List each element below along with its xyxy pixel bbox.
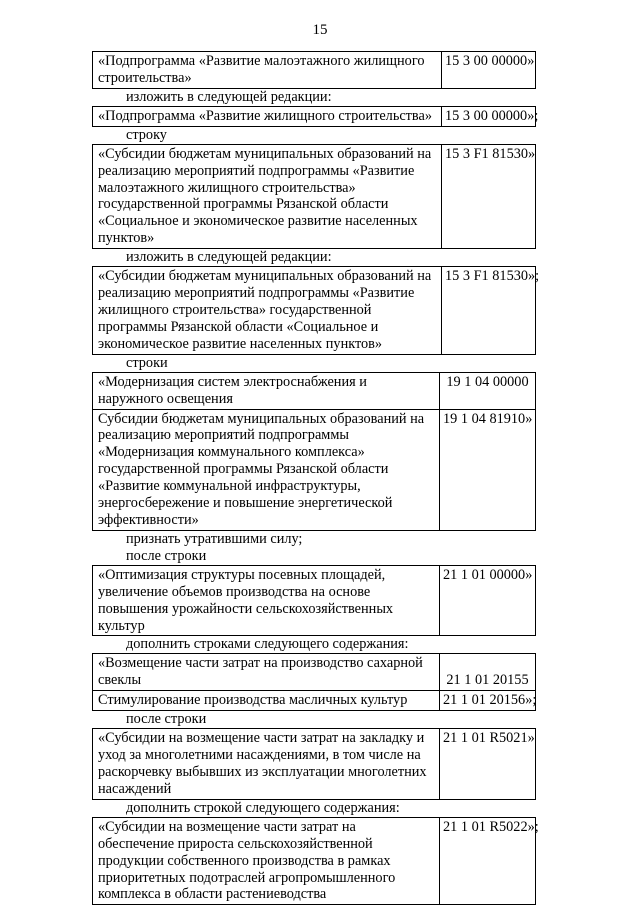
table-row bbox=[93, 691, 536, 711]
item-name-cell: «Субсидии на возмещение части затрат на закладку и уход за многолетними насаждениями, в том числе на раскорчевку выбывших из эксплуатации многолетних насаждений bbox=[93, 729, 440, 800]
item-name-cell: «Подпрограмма «Развитие жилищного строительства» bbox=[93, 106, 442, 126]
item-name-cell: «Подпрограмма «Развитие малоэтажного жилищного строительства» bbox=[93, 52, 442, 89]
item-name-cell: «Субсидии бюджетам муниципальных образований на реализацию мероприятий подпрограммы «Развитие жилищного строительства» государственной программы Рязанской области «Социальное и экономическое развитие населенных пунктов» bbox=[93, 267, 442, 355]
item-name-cell: Субсидии бюджетам муниципальных образований на реализацию мероприятий подпрограммы «Модернизация коммунального комплекса» государственной программы Рязанской области «Развитие коммунальной инфраструктуры, энергосбережение и повышение энергетической эффективности» bbox=[93, 409, 440, 530]
instruction-text: дополнить строками следующего содержания: bbox=[126, 636, 409, 653]
table-row bbox=[93, 52, 536, 89]
amendment-table bbox=[92, 106, 539, 127]
instruction-text: изложить в следующей редакции: bbox=[126, 88, 332, 105]
budget-code-cell: 19 1 04 00000 bbox=[440, 372, 536, 409]
instruction-text: строку bbox=[126, 126, 167, 143]
budget-code-cell: 19 1 04 81910» bbox=[440, 409, 536, 530]
table-row bbox=[93, 817, 536, 905]
table-row bbox=[93, 267, 536, 355]
budget-code-cell: 21 1 01 00000» bbox=[440, 565, 536, 636]
amendment-table bbox=[92, 266, 540, 355]
instruction-text: дополнить строкой следующего содержания: bbox=[126, 799, 400, 816]
instruction-text: строки bbox=[126, 354, 168, 371]
table-row bbox=[93, 565, 536, 636]
item-name-cell: «Субсидии на возмещение части затрат на обеспечение прироста сельскохозяйственной продукции собственного производства в рамках приоритетных подотраслей агропромышленного комплекса в области растениеводства bbox=[93, 817, 440, 905]
amendment-table bbox=[92, 144, 536, 249]
amendment-table bbox=[92, 565, 536, 637]
item-name-cell: «Возмещение части затрат на производство сахарной свеклы bbox=[93, 654, 440, 691]
instruction-text: после строки bbox=[126, 711, 207, 728]
amendment-table bbox=[92, 653, 536, 711]
budget-code-cell: 15 3 F1 81530»; bbox=[442, 267, 536, 355]
item-name-cell: Стимулирование производства масличных культур bbox=[93, 691, 440, 711]
table-row bbox=[93, 409, 536, 530]
item-name-cell: «Оптимизация структуры посевных площадей, увеличение объемов производства на основе повышения урожайности сельскохозяйственных культур bbox=[93, 565, 440, 636]
table-row bbox=[93, 654, 536, 691]
amendment-table bbox=[92, 372, 536, 531]
instruction-text: признать утратившими силу; bbox=[126, 530, 303, 547]
table-row bbox=[93, 144, 536, 248]
budget-code-cell: 15 3 00 00000» bbox=[442, 52, 536, 89]
budget-code-cell: 21 1 01 R5022»; bbox=[440, 817, 536, 905]
amendment-table bbox=[92, 817, 539, 905]
table-row bbox=[93, 729, 536, 800]
amendment-table bbox=[92, 51, 536, 89]
budget-code-cell: 21 1 01 20156»; bbox=[440, 691, 536, 711]
budget-code-cell: 15 3 F1 81530» bbox=[442, 144, 536, 248]
document-body bbox=[92, 51, 540, 905]
amendment-table bbox=[92, 728, 536, 800]
instruction-text: после строки bbox=[126, 547, 207, 564]
page-number: 15 bbox=[312, 22, 328, 38]
budget-code-cell: 21 1 01 R5021» bbox=[440, 729, 536, 800]
table-row bbox=[93, 372, 536, 409]
budget-code-cell: 21 1 01 20155 bbox=[440, 654, 536, 691]
item-name-cell: «Субсидии бюджетам муниципальных образований на реализацию мероприятий подпрограммы «Развитие малоэтажного жилищного строительства» государственной программы Рязанской области «Социальное и экономическое развитие населенных пунктов» bbox=[93, 144, 442, 248]
budget-code-cell: 15 3 00 00000»; bbox=[442, 106, 536, 126]
item-name-cell: «Модернизация систем электроснабжения и наружного освещения bbox=[93, 372, 440, 409]
instruction-text: изложить в следующей редакции: bbox=[126, 249, 332, 266]
table-row bbox=[93, 106, 536, 126]
